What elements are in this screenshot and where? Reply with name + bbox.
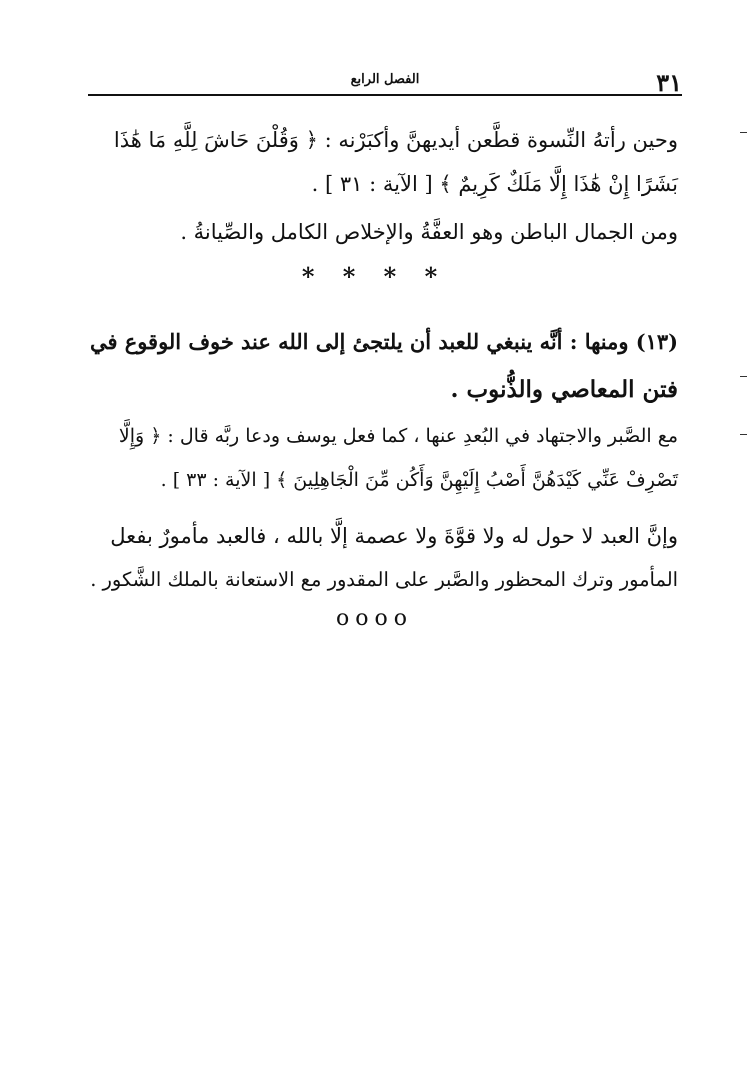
text-line: بَشَرًا إِنْ هَٰذَا إِلَّا مَلَكٌ كَرِيمٌ ﴾ [ الآية : ٣١ ] . [311, 172, 678, 196]
paragraph-reliance [78, 514, 678, 602]
margin-mark [740, 132, 747, 133]
heading-line: فتن المعاصي والذُّنوب . [450, 376, 678, 403]
paragraph-patience [78, 414, 678, 502]
margin-mark [740, 434, 747, 435]
heading-line: (١٣) ومنها : أنَّه ينبغي للعبد أن يلتجئ إلى الله عند خوف الوقوع في [90, 329, 678, 354]
page-number: ٣١ [656, 68, 682, 97]
paragraph-inner-beauty [78, 210, 678, 254]
text-line: المأمور وترك المحظور والصَّبر على المقدور مع الاستعانة بالملك الشَّكور . [90, 568, 678, 591]
text-line: تَصْرِفْ عَنِّي كَيْدَهُنَّ أَصْبُ إِلَيْهِنَّ وَأَكُن مِّنَ الْجَاهِلِينَ ﴾ [ الآية : ٣٣ ] . [160, 469, 678, 491]
section-separator: * * * * [301, 262, 448, 291]
text-line: ومن الجمال الباطن وهو العفَّةُ والإخلاص الكامل والصِّيانةُ . [180, 220, 678, 244]
text-line: مع الصَّبر والاجتهاد في البُعدِ عنها ، كما فعل يوسف ودعا ربَّه قال : ﴿ وَإِلَّا [118, 425, 678, 447]
section-heading [78, 318, 678, 414]
chapter-title: الفصل الرابع [350, 72, 420, 87]
end-ornament: oooo [336, 606, 413, 631]
text-line: وإنَّ العبد لا حول له ولا قوَّةَ ولا عصمة إلَّا بالله ، فالعبد مأمورٌ بفعل [110, 524, 678, 548]
page-header [88, 66, 682, 96]
margin-mark [740, 376, 747, 377]
text-line: وحين رأتهُ النِّسوة قطَّعن أيديهنَّ وأكبَرْنه : ﴿ وَقُلْنَ حَاشَ لِلَّهِ مَا هَٰذَا [113, 128, 678, 152]
paragraph-quran-nisa [78, 118, 678, 206]
